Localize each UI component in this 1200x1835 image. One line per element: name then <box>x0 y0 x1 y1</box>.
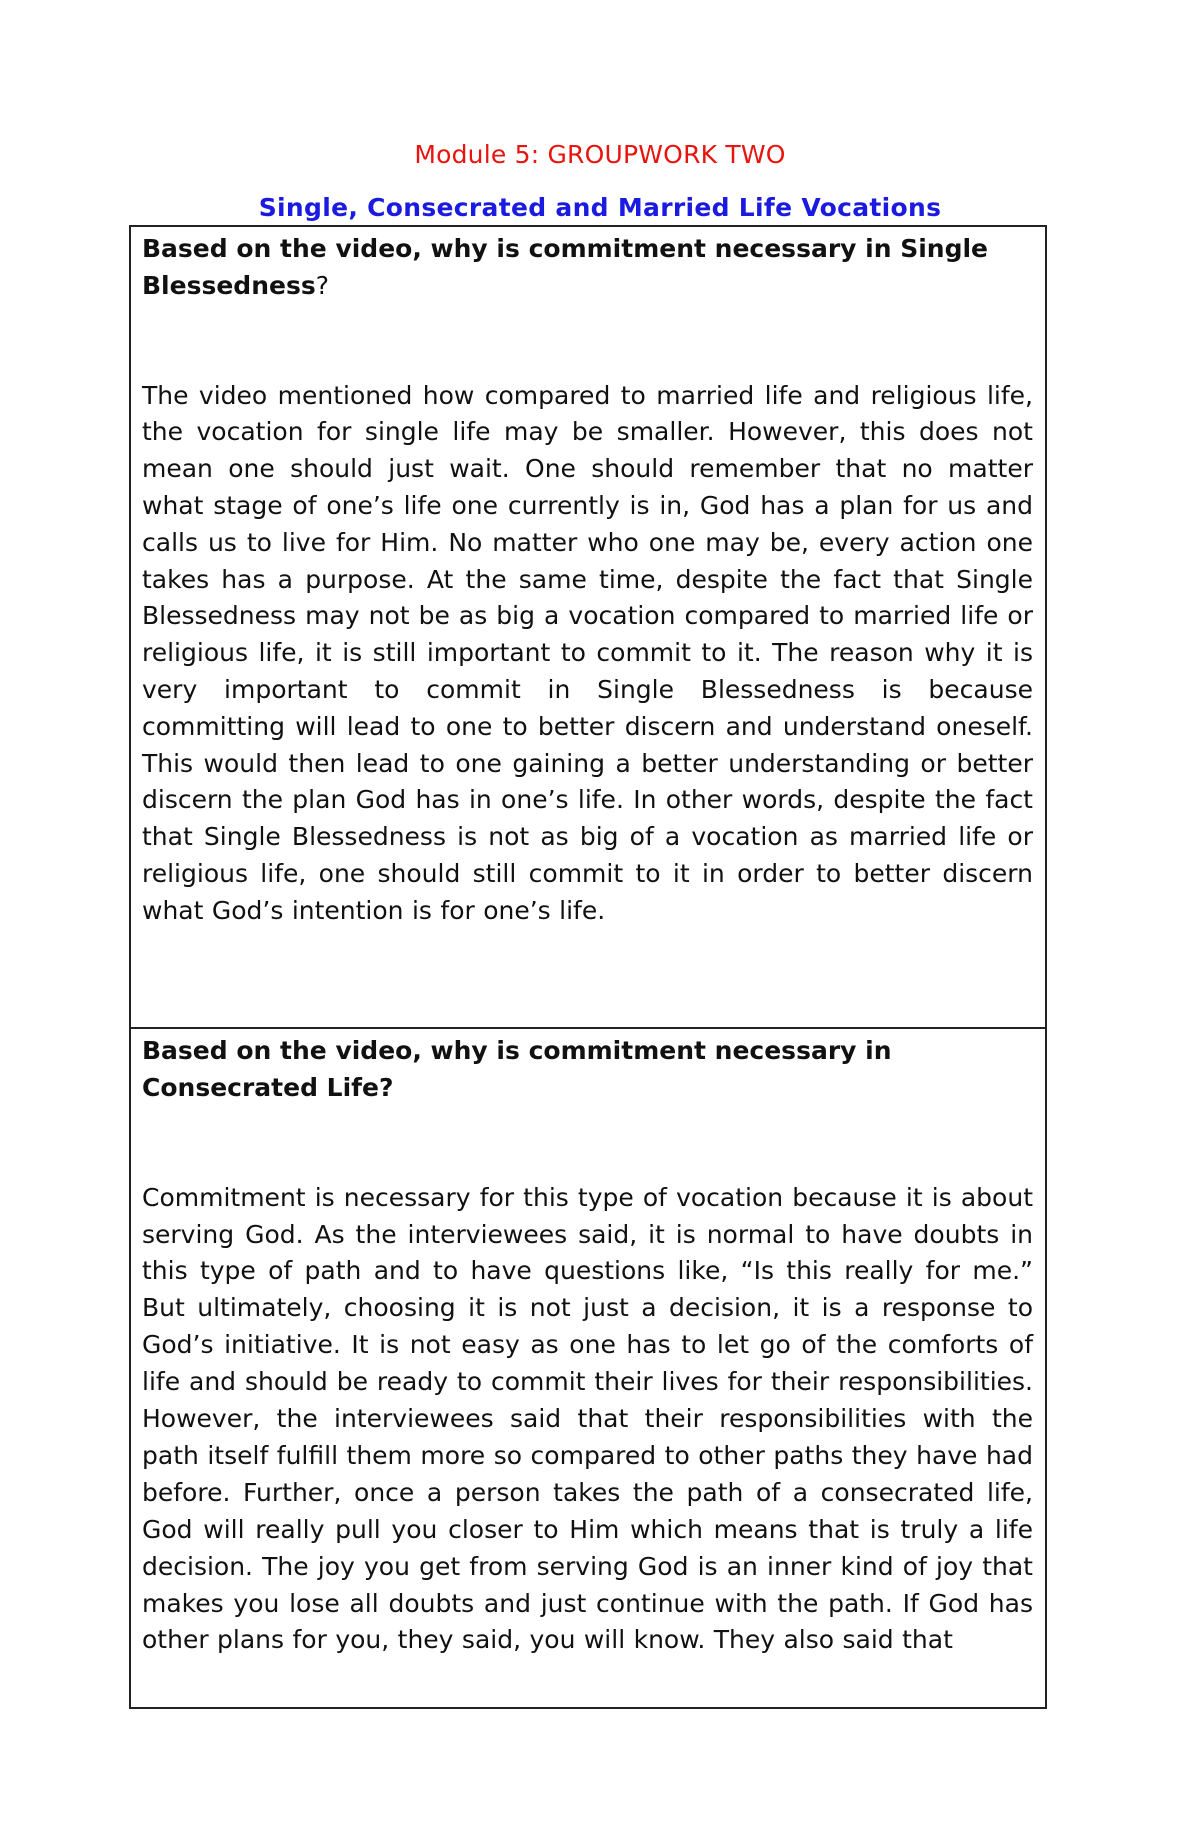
qa-table <box>129 225 1047 1709</box>
table-cell-single-blessedness <box>130 226 1046 1028</box>
subtitle: Single, Consecrated and Married Life Vocations <box>258 193 942 222</box>
question-single-blessedness <box>142 231 1033 305</box>
spacer <box>142 1107 1033 1180</box>
table-cell-consecrated-life <box>130 1028 1046 1708</box>
question-text: Based on the video, why is commitment necessary in Single Blessedness <box>142 234 989 300</box>
answer-single-blessedness: The video mentioned how compared to married life and religious life, the vocation for single life may be smaller. However, this does not mean one should just wait. One should remember that no matter what stage of one’s life one currently is in, God has a plan for us and calls us to live for Him. No matter who one may be, every action one takes has a purpose. At the same time, despite the fact that Single Blessedness may not be as big a vocation compared to married life or religious life, it is still important to commit to it. The reason why it is very important to commit in Single Blessedness is because committing will lead to one to better discern and understand oneself. This would then lead to one gaining a better understanding or better discern the plan God has in one’s life. In other words, despite the fact that Single Blessedness is not as big of a vocation as married life or religious life, one should still commit to it in order to better discern what God’s intention is for one’s life. <box>142 380 1033 925</box>
answer-consecrated-life: Commitment is necessary for this type of vocation because it is about serving God. As the interviewees said, it is normal to have doubts in this type of path and to have questions like, “Is this really for me.” But ultimately, choosing it is not just a decision, it is a response to God’s initiative. It is not easy as one has to let go of the comforts of life and should be ready to commit their lives for their responsibilities. However, the interviewees said that their responsibilities with the path itself fulfill them more so compared to other paths they have had before. Further, once a person takes the path of a consecrated life, God will really pull you closer to Him which means that is truly a life decision. The joy you get from serving God is an inner kind of joy that makes you lose all doubts and just continue with the path. If God has other plans for you, they said, you will know. They also said that <box>142 1182 1033 1655</box>
table-row <box>130 226 1046 1028</box>
table-row <box>130 1028 1046 1708</box>
question-mark: ? <box>315 270 329 300</box>
spacer <box>142 305 1033 378</box>
question-consecrated-life: Based on the video, why is commitment necessary in Consecrated Life? <box>142 1036 892 1102</box>
module-title: Module 5: GROUPWORK TWO <box>414 140 786 169</box>
